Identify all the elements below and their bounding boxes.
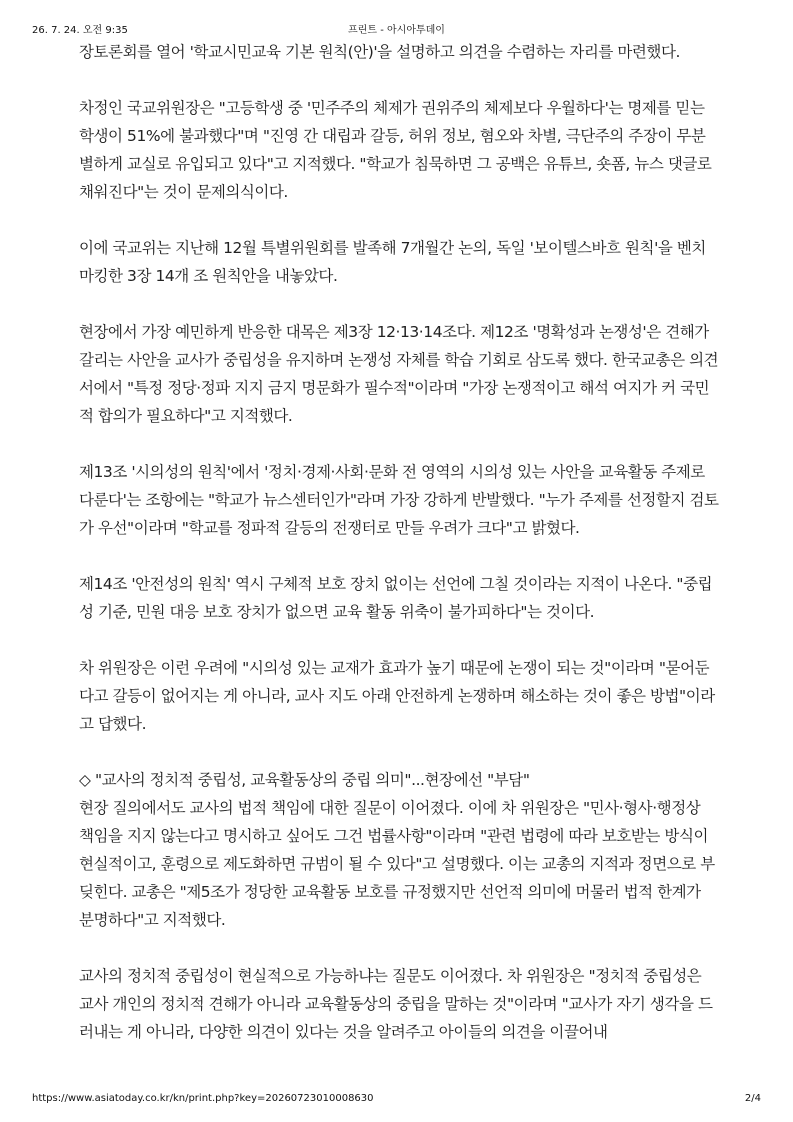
- article-subheading: ◇ "교사의 정치적 중립성, 교육활동상의 중립 의미"...현장에선 "부담": [79, 771, 530, 789]
- article-paragraph: 현장에서 가장 예민하게 반응한 대목은 제3장 12·13·14조다. 제12조 '명확성과 논쟁성'은 견해가 갈리는 사안을 교사가 중립성을 유지하며 논쟁성 자체를 학습 기회로 삼도록 했다. 한국교총은 의견서에서 "특정 정당·정파 지지 금지 명문화가 필수적"이라며 "가장 논쟁적이고 해석 여지가 커 국민적 합의가 필요하다"고 지적했다.: [79, 323, 719, 425]
- page-number: 2/4: [744, 1093, 761, 1104]
- article-paragraph: 차 위원장은 이런 우려에 "시의성 있는 교재가 효과가 높기 때문에 논쟁이 되는 것"이라며 "묻어둔다고 갈등이 없어지는 게 아니라, 교사 지도 아래 안전하게 논쟁하며 해소하는 것이 좋은 방법"이라고 답했다.: [79, 659, 715, 733]
- article-paragraph: 교사의 정치적 중립성이 현실적으로 가능하냐는 질문도 이어졌다. 차 위원장은 "정치적 중립성은 교사 개인의 정치적 견해가 아니라 교육활동상의 중립을 말하는 것"이라며 "교사가 자기 생각을 드러내는 게 아니라, 다양한 의견이 있다는 것을 알려주고 아이들의 의견을 이끌어내: [79, 967, 713, 1041]
- article-paragraph: 차정인 국교위원장은 "고등학생 중 '민주주의 체제가 권위주의 체제보다 우월하다'는 명제를 믿는 학생이 51%에 불과했다"며 "진영 간 대립과 갈등, 허위 정보, 혐오와 차별, 극단주의 주장이 무분별하게 교실로 유입되고 있다"고 지적했다. "학교가 침묵하면 그 공백은 유튜브, 숏폼, 뉴스 댓글로 채워진다"는 것이 문제의식이다.: [79, 99, 712, 201]
- article-paragraph: 장토론회를 열어 '학교시민교육 기본 원칙(안)'을 설명하고 의견을 수렴하는 자리를 마련했다.: [79, 43, 680, 61]
- print-url: https://www.asiatoday.co.kr/kn/print.php?key=20260723010008630: [32, 1093, 374, 1104]
- print-datetime: 26. 7. 24. 오전 9:35: [32, 25, 128, 36]
- print-page-title: 프린트 - 아시아투데이: [348, 25, 445, 36]
- article-paragraph: 이에 국교위는 지난해 12월 특별위원회를 발족해 7개월간 논의, 독일 '보이텔스바흐 원칙'을 벤치마킹한 3장 14개 조 원칙안을 내놓았다.: [79, 239, 706, 285]
- article-body: [79, 38, 719, 1074]
- article-paragraph: 제13조 '시의성의 원칙'에서 '정치·경제·사회·문화 전 영역의 시의성 있는 사안을 교육활동 주제로 다룬다'는 조항에는 "학교가 뉴스센터인가"라며 가장 강하게 반발했다. "누가 주제를 선정할지 검토가 우선"이라며 "학교를 정파적 갈등의 전쟁터로 만들 우려가 크다"고 밝혔다.: [79, 463, 719, 537]
- article-paragraph: 제14조 '안전성의 원칙' 역시 구체적 보호 장치 없이는 선언에 그칠 것이라는 지적이 나온다. "중립성 기준, 민원 대응 보호 장치가 없으면 교육 활동 위축이 불가피하다"는 것이다.: [79, 575, 713, 621]
- article-paragraph: 현장 질의에서도 교사의 법적 책임에 대한 질문이 이어졌다. 이에 차 위원장은 "민사·형사·행정상 책임을 지지 않는다고 명시하고 싶어도 그건 법률사항"이라며 "관련 법령에 따라 보호받는 방식이 현실적이고, 훈령으로 제도화하면 규범이 될 수 있다"고 설명했다. 이는 교총의 지적과 정면으로 부딪힌다. 교총은 "제5조가 정당한 교육활동 보호를 규정했지만 선언적 의미에 머물러 법적 한계가 분명하다"고 지적했다.: [79, 799, 715, 929]
